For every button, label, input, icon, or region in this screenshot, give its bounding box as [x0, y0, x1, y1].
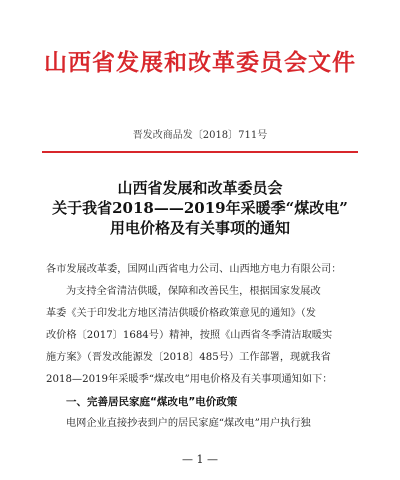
page-number: — 1 — — [182, 453, 218, 466]
section-heading: 一、完善居民家庭“煤改电”电价政策 — [66, 396, 238, 408]
document-number: 晋发改商品发〔2018〕711号 — [132, 130, 268, 141]
notice-body — [46, 259, 358, 435]
body-text-line: 为支持全省清洁供暖，保障和改善民生，根据国家发展改 — [66, 286, 321, 297]
body-text-line: 革委《关于印发北方地区清洁供暖价格政策意见的通知》（发 — [46, 308, 316, 319]
body-text-line: 电网企业直接抄表到户的居民家庭“煤改电”用户执行独 — [66, 418, 311, 429]
notice-title — [0, 178, 400, 238]
recipients-line: 各市发展改革委，国网山西省电力公司、山西地方电力有限公司： — [46, 264, 342, 275]
document-header-title: 山西省发展和改革委员会文件 — [44, 50, 356, 76]
body-text-line: 施方案》（晋发改能源发〔2018〕485号）工作部署，现就我省 — [46, 352, 331, 363]
notice-title-line: 用电价格及有关事项的通知 — [109, 219, 290, 237]
notice-title-line: 山西省发展和改革委员会 — [117, 179, 283, 197]
notice-title-line: 关于我省2018——2019年采暖季“煤改电” — [52, 199, 348, 217]
body-text-line: 2018—2019年采暖季“煤改电”用电价格及有关事项通知如下： — [46, 374, 333, 385]
body-text-line: 改价格〔2017〕1684号）精神，按照《山西省冬季清洁取暖实 — [46, 330, 333, 341]
header-red-divider — [42, 151, 358, 153]
